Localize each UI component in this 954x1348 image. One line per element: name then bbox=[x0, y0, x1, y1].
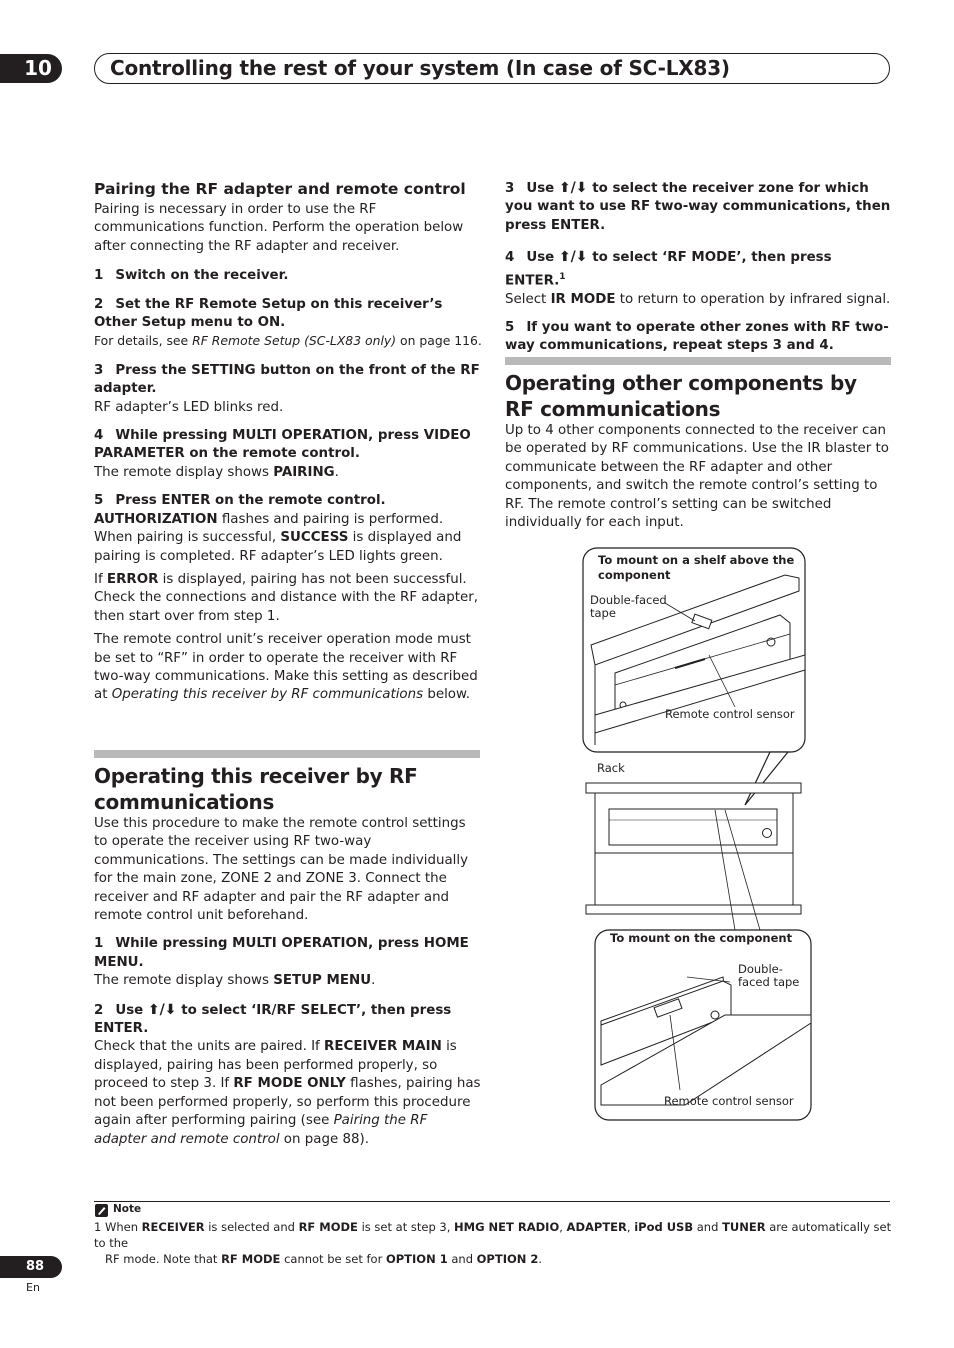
step-text: If you want to operate other zones with RF two-way communications, repeat steps 3 and 4. bbox=[505, 319, 889, 354]
fn-text: and bbox=[447, 1252, 477, 1266]
fn-bold: OPTION 1 bbox=[385, 1252, 448, 1266]
footer-rule bbox=[94, 1201, 890, 1202]
step-text: While pressing MULTI OPERATION, press HOME MENU. bbox=[94, 936, 469, 970]
step-text: to select the receiver zone for which you want to use RF two-way communications, then press ENTER. bbox=[505, 181, 891, 233]
section-bar bbox=[94, 750, 480, 758]
fn-bold: RF MODE bbox=[298, 1220, 358, 1234]
fn-bold: iPod USB bbox=[634, 1220, 694, 1234]
fn-text: cannot be set for bbox=[280, 1252, 386, 1266]
fn-text: When bbox=[101, 1220, 142, 1234]
body-text: to return to operation by infrared signal. bbox=[615, 291, 891, 307]
step-number: 4 bbox=[94, 428, 104, 444]
rack-illustration bbox=[586, 783, 801, 914]
rack-label: Rack bbox=[597, 761, 625, 775]
operating-step-4-body bbox=[505, 291, 893, 309]
body-text: is displayed and pairing is completed. RF adapter’s LED lights green. bbox=[94, 530, 462, 564]
operating-receiver-heading: Operating this receiver by RF communications bbox=[94, 764, 418, 814]
pairing-step-3-body: RF adapter’s LED blinks red. bbox=[94, 399, 284, 415]
fn-text: is selected and bbox=[204, 1220, 299, 1234]
operating-step-1 bbox=[94, 935, 482, 972]
body-text: . bbox=[371, 973, 376, 989]
step-number: 3 bbox=[505, 181, 515, 196]
left-column bbox=[94, 179, 482, 705]
fn-bold: OPTION 2 bbox=[476, 1252, 539, 1266]
footnote-line-1 bbox=[94, 1219, 894, 1251]
body-text: is displayed, pairing has not been successful. Check the connections and distance with the RF adapter, then start over from step 1. bbox=[94, 571, 478, 624]
fn-text: and bbox=[693, 1220, 723, 1234]
body-text: is displayed, pairing has been performed properly, so proceed to step 3. If bbox=[94, 1039, 457, 1092]
body-text: on page 88). bbox=[279, 1131, 369, 1147]
operating-receiver-intro: Use this procedure to make the remote control settings to operate the receiver using RF two-way communications. The settings can be made individually for the main zone, ZONE 2 and ZONE 3. Connect the receiver and RF adapter and pair the RF adapter and remote control unit beforehand. bbox=[94, 816, 469, 924]
display-text: IR MODE bbox=[550, 291, 616, 307]
operating-step-3 bbox=[505, 179, 893, 235]
note-icon bbox=[95, 1204, 108, 1217]
body-text: Select bbox=[505, 291, 551, 307]
display-text: PAIRING bbox=[273, 464, 335, 480]
display-text: SUCCESS bbox=[280, 530, 349, 546]
step-number: 2 bbox=[94, 296, 104, 312]
fn-text: , bbox=[626, 1220, 635, 1234]
component-mount-title: To mount on the component bbox=[610, 931, 793, 945]
fn-bold: RECEIVER bbox=[141, 1220, 205, 1234]
shelf-mount-title-line2: component bbox=[598, 568, 671, 582]
body-ref: Operating this receiver by RF communications bbox=[111, 687, 424, 703]
fn-bold: HMG NET RADIO bbox=[454, 1220, 560, 1234]
up-down-arrow-icon: ⬆/⬇ bbox=[558, 180, 588, 196]
operating-step-2-body bbox=[94, 1038, 482, 1148]
operating-step-5 bbox=[505, 319, 893, 356]
language-code: En bbox=[26, 1281, 40, 1294]
pairing-intro: Pairing is necessary in order to use the RF communications function. Perform the operation below after connecting the RF adapter and receiver. bbox=[94, 202, 464, 254]
pairing-step-4 bbox=[94, 427, 482, 464]
body-text: on page 116. bbox=[396, 333, 482, 349]
up-down-arrow-icon: ⬆/⬇ bbox=[558, 249, 588, 266]
footnote-line-2 bbox=[94, 1251, 894, 1267]
fn-bold: TUNER bbox=[722, 1220, 766, 1234]
pairing-step-4-body bbox=[94, 464, 482, 482]
chapter-title: Controlling the rest of your system (In case of SC-LX83) bbox=[110, 56, 730, 80]
note-label: Note bbox=[113, 1203, 142, 1215]
fn-bold: ADAPTER bbox=[566, 1220, 627, 1234]
pairing-step-5-body-1 bbox=[94, 511, 482, 566]
pairing-step-5-body-2 bbox=[94, 571, 482, 626]
step-use: Use bbox=[526, 250, 555, 266]
pairing-heading: Pairing the RF adapter and remote control bbox=[94, 180, 466, 198]
fn-text: . bbox=[538, 1252, 543, 1266]
left-column-lower bbox=[94, 763, 482, 1149]
step-text: to select ‘RF MODE’, then press ENTER. bbox=[505, 250, 832, 289]
step-text: to select ‘IR/RF SELECT’, then press ENTER. bbox=[94, 1002, 452, 1037]
step-number: 2 bbox=[94, 1002, 104, 1018]
body-text: For details, see bbox=[94, 333, 193, 349]
operating-other-intro: Up to 4 other components connected to the receiver can be operated by RF communications. Use the IR blaster to communicate between the RF adapter and other components, and switch the remote control’s setting to RF. The remote control’s setting can be switched individually for each input. bbox=[505, 423, 889, 531]
body-text: The remote control unit’s receiver operation mode must be set to “RF” in order to operate the receiver with RF two-way communications. Make this setting as described at bbox=[94, 632, 478, 703]
display-text: RF MODE ONLY bbox=[233, 1076, 346, 1092]
operating-step-4 bbox=[505, 248, 893, 290]
step-number: 3 bbox=[94, 362, 104, 378]
pairing-step-1 bbox=[94, 267, 482, 285]
page-number-badge: 88 bbox=[0, 1256, 62, 1278]
display-text: ERROR bbox=[106, 571, 159, 587]
body-ref: Pairing the RF adapter and remote control bbox=[94, 1113, 428, 1147]
mounting-diagram bbox=[575, 545, 820, 1125]
step-text: Press the SETTING button on the front of the RF adapter. bbox=[94, 362, 480, 397]
body-text: below. bbox=[423, 687, 470, 703]
pairing-step-5-body-3 bbox=[94, 631, 482, 705]
step-text: Switch on the receiver. bbox=[115, 268, 289, 284]
body-text: flashes, pairing has not been performed properly, so perform this procedure again after performing pairing (see bbox=[94, 1076, 481, 1129]
sensor-label-top: Remote control sensor bbox=[665, 707, 795, 721]
body-ref: RF Remote Setup (SC-LX83 only) bbox=[192, 333, 397, 349]
chapter-number-badge: 10 bbox=[0, 54, 62, 83]
step-use: Use bbox=[115, 1002, 144, 1018]
up-down-arrow-icon: ⬆/⬇ bbox=[147, 1001, 177, 1018]
fn-text: RF mode. Note that bbox=[105, 1252, 222, 1266]
pairing-step-2-body bbox=[94, 332, 482, 349]
display-text: AUTHORIZATION bbox=[94, 511, 218, 527]
footnote-ref: 1 bbox=[559, 271, 566, 282]
tape-label-line2: tape bbox=[590, 606, 616, 620]
right-column-lower bbox=[505, 370, 893, 532]
step-number: 1 bbox=[94, 936, 104, 952]
operating-other-heading: Operating other components by RF communications bbox=[505, 371, 857, 421]
operating-step-1-body bbox=[94, 972, 482, 990]
right-column bbox=[505, 179, 893, 356]
step-text: While pressing MULTI OPERATION, press VIDEO PARAMETER on the remote control. bbox=[94, 428, 471, 462]
shelf-mount-title-line1: To mount on a shelf above the bbox=[598, 553, 795, 567]
pairing-step-5 bbox=[94, 492, 482, 510]
tape-label-line1: Double-faced bbox=[590, 593, 667, 607]
fn-bold: RF MODE bbox=[221, 1252, 281, 1266]
display-text: SETUP MENU bbox=[273, 973, 372, 989]
operating-step-2 bbox=[94, 1001, 482, 1039]
footnote-number: 1 bbox=[94, 1220, 102, 1234]
step-number: 5 bbox=[505, 319, 515, 335]
step-text: Press ENTER on the remote control. bbox=[115, 493, 386, 509]
body-text: flashes and pairing is performed. When pairing is successful, bbox=[94, 511, 444, 546]
callout-pointer bbox=[745, 752, 788, 805]
fn-text: , bbox=[559, 1220, 567, 1234]
sensor-label-bottom: Remote control sensor bbox=[664, 1094, 794, 1108]
section-bar bbox=[505, 357, 891, 365]
body-text: Check that the units are paired. If bbox=[94, 1039, 325, 1055]
display-text: RECEIVER MAIN bbox=[324, 1039, 442, 1055]
body-text: . bbox=[334, 464, 339, 480]
body-text: If bbox=[94, 571, 107, 587]
step-use: Use bbox=[526, 181, 555, 196]
body-text: The remote display shows bbox=[94, 973, 274, 989]
pairing-step-3 bbox=[94, 362, 482, 399]
tape-label-b-line1: Double- bbox=[738, 962, 783, 976]
tape-label-b-line2: faced tape bbox=[738, 975, 800, 989]
step-number: 4 bbox=[505, 250, 515, 266]
pairing-step-2 bbox=[94, 296, 482, 333]
fn-text: is set at step 3, bbox=[357, 1220, 455, 1234]
body-text: The remote display shows bbox=[94, 464, 274, 480]
step-number: 1 bbox=[94, 268, 104, 284]
footnote bbox=[94, 1219, 894, 1267]
step-text: Set the RF Remote Setup on this receiver’s Other Setup menu to ON. bbox=[94, 296, 443, 331]
fn-text: are automatically set to the bbox=[94, 1220, 892, 1250]
step-number: 5 bbox=[94, 493, 104, 509]
